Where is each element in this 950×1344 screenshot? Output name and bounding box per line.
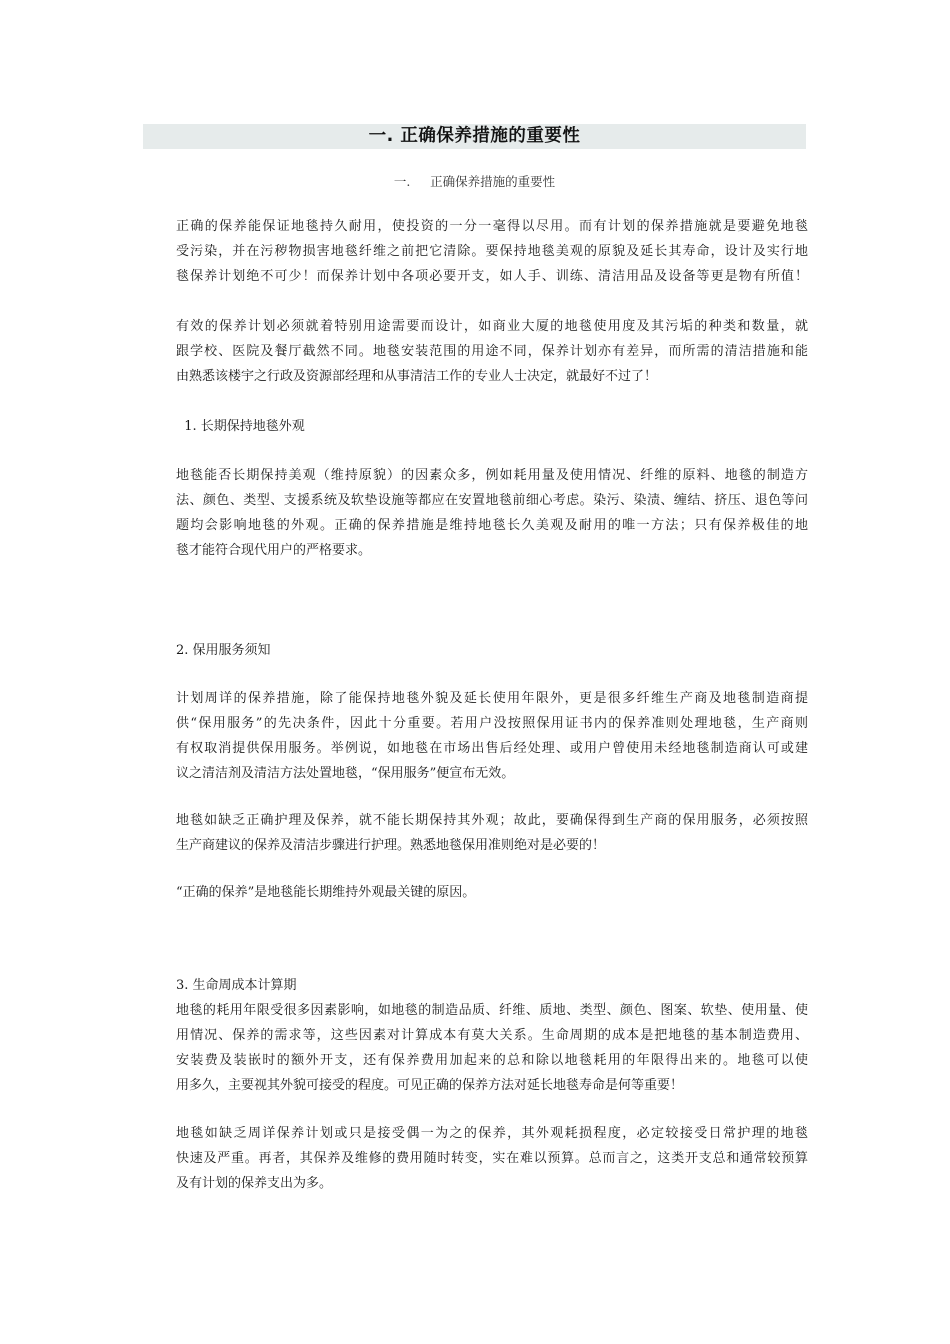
subheading-appearance	[176, 414, 808, 439]
text-line: 用情况、保养的需求等，这些因素对计算成本有莫大关系。生命周期的成本是把地毯的基本制造费用、	[176, 1028, 808, 1043]
text-line: 跟学校、医院及餐厅截然不同。地毯安装范围的用途不同，保养计划亦有差异，而所需的清洁措施和能	[176, 344, 808, 359]
paragraph-importance	[176, 214, 808, 289]
text-line: 题均会影响地毯的外观。正确的保养措施是维持地毯长久美观及耐用的唯一方法；只有保养极佳的地	[176, 518, 808, 533]
text-line: 安装费及装嵌时的额外开支，还有保养费用加起来的总和除以地毯耗用的年限得出来的。地毯可以使	[176, 1053, 808, 1068]
text-line: 有权取消提供保用服务。举例说，如地毯在市场出售后经处理、或用户曾使用未经地毯制造商认可或建	[176, 741, 808, 756]
text-line: 2. 保用服务须知	[176, 643, 271, 658]
text-line: 有效的保养计划必须就着特别用途需要而设计，如商业大厦的地毯使用度及其污垢的种类和数量，就	[176, 319, 808, 334]
text-line: 受污染，并在污秽物损害地毯纤维之前把它清除。要保持地毯美观的原貌及延长其寿命，设计及实行地	[176, 244, 808, 259]
paragraph-lifecycle	[176, 973, 808, 1098]
text-line: 法、颜色、类型、支援系统及软垫设施等都应在安置地毯前细心考虑。染污、染渍、缠结、挤压、退色等问	[176, 493, 808, 508]
section-heading: 一. 正确保养措施的重要性	[143, 124, 806, 149]
text-line: 毯保养计划绝不可少！而保养计划中各项必要开支，如人手、训练、清洁用品及设备等更是物有所值！	[176, 269, 808, 284]
paragraph-key-reason	[176, 880, 808, 905]
text-line: 生产商建议的保养及清洁步骤进行护理。熟悉地毯保用准则绝对是必要的！	[176, 838, 606, 853]
text-line: “正确的保养”是地毯能长期维持外观最关键的原因。	[176, 885, 476, 900]
paragraph-warranty	[176, 686, 808, 786]
paragraph-appearance	[176, 463, 808, 563]
text-line: 议之清洁剂及清洁方法处置地毯，“保用服务”便宣布无效。	[176, 766, 515, 781]
text-line: 地毯如缺乏周详保养计划或只是接受偶一为之的保养，其外观耗损程度，必定较接受日常护理的地毯	[176, 1126, 808, 1141]
section-subtitle: 一. 正确保养措施的重要性	[393, 174, 556, 189]
text-line: 计划周详的保养措施，除了能保持地毯外貌及延长使用年限外，更是很多纤维生产商及地毯制造商提	[176, 691, 808, 706]
text-line: 快速及严重。再者，其保养及维修的费用随时转变，实在难以预算。总而言之，这类开支总和通常较预算	[176, 1151, 808, 1166]
text-line: 正确的保养能保证地毯持久耐用，使投资的一分一毫得以尽用。而有计划的保养措施就是要避免地毯	[176, 219, 808, 234]
text-line: 毯才能符合现代用户的严格要求。	[176, 543, 372, 558]
text-line: 地毯能否长期保持美观（维持原貌）的因素众多，例如耗用量及使用情况、纤维的原料、地毯的制造方	[176, 468, 808, 483]
paragraph-plan-design	[176, 314, 808, 389]
text-line: 由熟悉该楼宇之行政及资源部经理和从事清洁工作的专业人士决定，就最好不过了！	[176, 369, 658, 384]
text-line: 用多久，主要视其外貌可接受的程度。可见正确的保养方法对延长地毯寿命是何等重要！	[176, 1078, 684, 1093]
paragraph-lifecycle-cost	[176, 1121, 808, 1196]
text-line: 及有计划的保养支出为多。	[176, 1176, 333, 1191]
subheading-warranty	[176, 638, 808, 663]
text-line: 1. 长期保持地毯外观	[176, 419, 305, 434]
subheading-lifecycle: 3. 生命周成本计算期	[176, 978, 297, 993]
text-line: 地毯的耗用年限受很多因素影响，如地毯的制造品质、纤维、质地、类型、颜色、图案、软垫、使用量、使	[176, 1003, 808, 1018]
text-line: 地毯如缺乏正确护理及保养，就不能长期保持其外观；故此，要确保得到生产商的保用服务，必须按照	[176, 813, 808, 828]
text-line: 供“保用服务”的先决条件，因此十分重要。若用户没按照保用证书内的保养准则处理地毯，生产商则	[176, 716, 808, 731]
paragraph-warranty-care	[176, 808, 808, 858]
